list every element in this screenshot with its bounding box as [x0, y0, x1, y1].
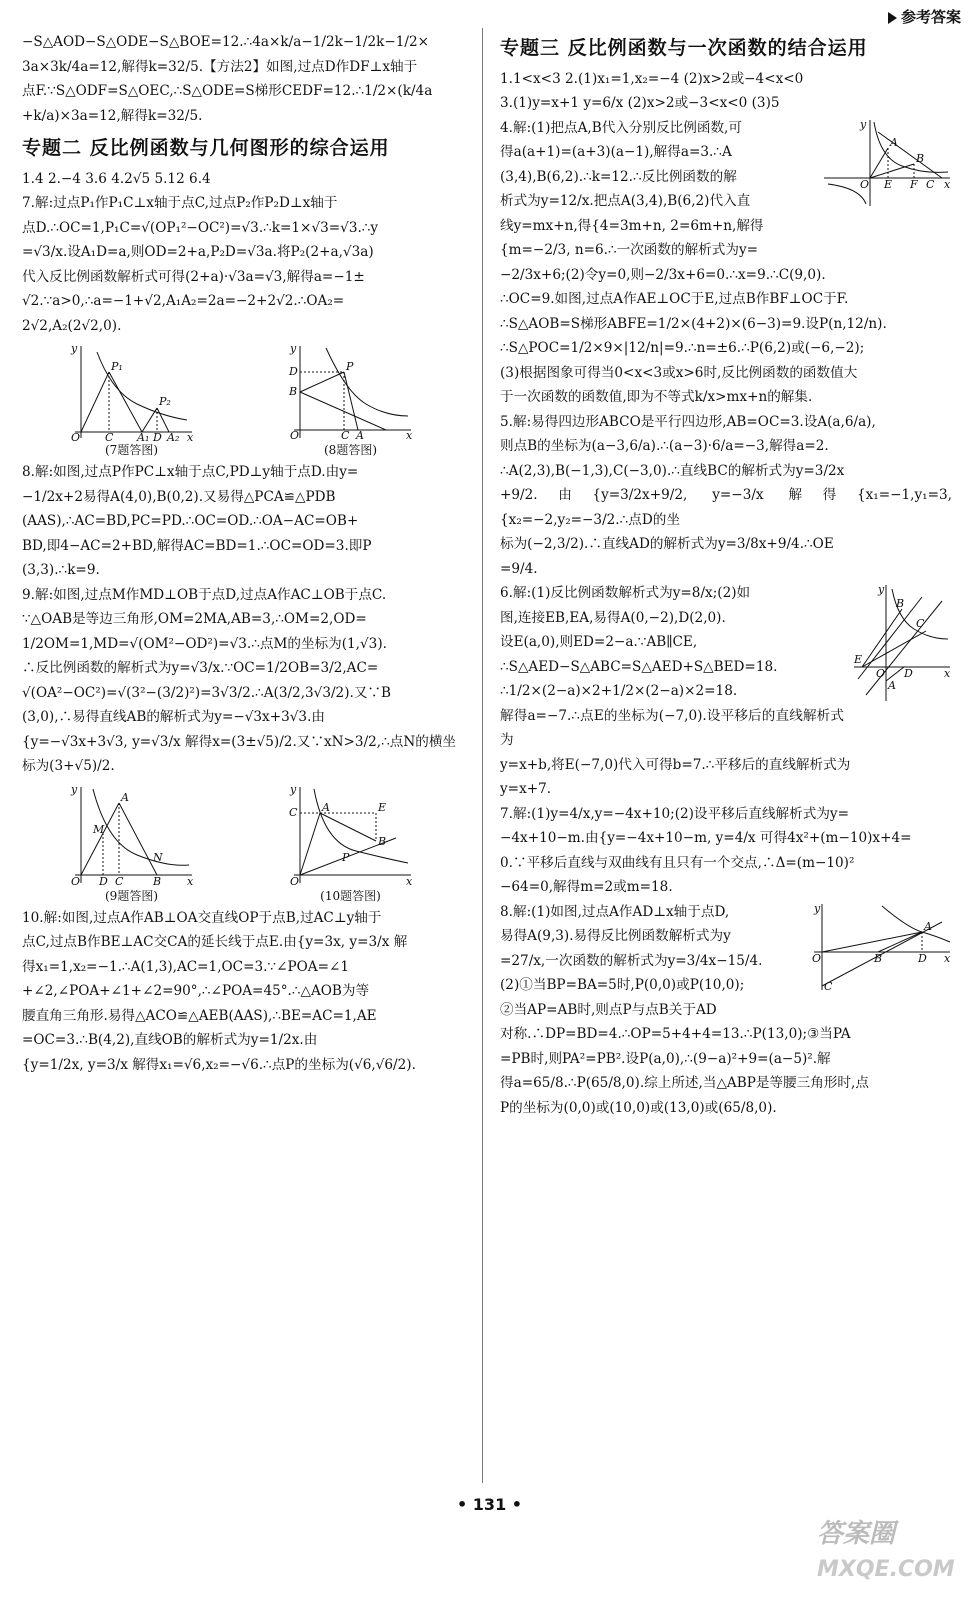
svg-text:D: D: [288, 365, 298, 378]
text-line: 得a=65/8.∴P(65/8,0).综上所述,当△ABP是等腰三角形时,点: [500, 1075, 869, 1091]
figure-row-9-10: [22, 783, 460, 904]
text-line: {y=−√3x+3√3, y=√3/x 解得x=(3±√5)/2.又∵xN>3/2,∴点N的横坐: [22, 733, 457, 750]
text-line: =27/x,一次函数的解析式为y=3/4x−15/4.: [500, 952, 763, 969]
svg-text:A: A: [890, 135, 898, 149]
text-line: (3,4),B(6,2).∴k=12.∴反比例函数的解: [500, 168, 737, 185]
text-line: {y=1/2x, y=3/x 解得x₁=√6,x₂=−√6.∴点P的坐标为(√6,√6/2).: [22, 1056, 416, 1073]
svg-text:y: y: [814, 901, 821, 915]
figure-row-7-8: [22, 342, 460, 458]
svg-text:E: E: [377, 800, 386, 814]
svg-text:y: y: [289, 342, 296, 355]
text-line: 对称.∴DP=BD=4.∴OP=5+4+4=13.∴P(13,0);③当PA: [500, 1026, 851, 1042]
svg-text:C: C: [288, 805, 297, 819]
svg-text:P₂: P₂: [158, 395, 171, 408]
text-line: 则点B的坐标为(a−3,6/a).∴(a−3)·6/a=−3,解得a=2.: [500, 438, 829, 454]
text-line: 标为(−2,3/2).∴直线AD的解析式为y=3/8x+9/4.∴OE: [500, 536, 834, 552]
text-line: {m=−2/3, n=6.∴一次函数的解析式为y=: [500, 242, 759, 258]
figure-9-graph: [67, 783, 197, 888]
header-label: 参考答案: [900, 8, 961, 26]
text-line: ②当AP=AB时,则点P与点B关于AD: [500, 1001, 717, 1018]
svg-text:A: A: [924, 919, 932, 933]
text-line: (3,3).∴k=9.: [22, 562, 100, 578]
text-line: 8.解:如图,过点P作PC⊥x轴于点C,PD⊥y轴于点D.由y=: [22, 464, 359, 480]
figure-9: [67, 783, 197, 904]
svg-text:B: B: [377, 834, 386, 848]
text-line: −1/2x+2易得A(4,0),B(0,2).又易得△PCA≌△PDB: [22, 488, 336, 505]
svg-text:A: A: [120, 790, 129, 804]
text-line: (3,0),∴易得直线AB的解析式为y=−√3x+3√3.由: [22, 709, 325, 725]
text-line: 线y=mx+n,得{4=3m+n, 2=6m+n,解得: [500, 217, 764, 234]
triangle-icon: [888, 12, 897, 24]
svg-text:B: B: [916, 151, 925, 165]
svg-text:x: x: [944, 951, 951, 965]
text-line: 6.解:(1)反比例函数解析式为y=8/x;(2)如: [500, 585, 751, 601]
svg-text:E: E: [884, 177, 893, 191]
svg-text:O: O: [860, 177, 870, 191]
text-line: 3.(1)y=x+1 y=6/x (2)x>2或−3<x<0 (3)5: [500, 95, 780, 111]
section-title-2: 专题二 反比例函数与几何图形的综合运用: [22, 137, 390, 159]
text-line: =√3/x.设A₁D=a,则OD=2+a,P₂D=√3a.将P₂(2+a,√3a): [22, 244, 374, 260]
text-line: 5.解:易得四边形ABCO是平行四边形,AB=OC=3.设A(a,6/a),: [500, 413, 876, 430]
text-line: 10.解:如图,过点A作AB⊥OA交直线OP于点B,过AC⊥y轴于: [22, 909, 382, 926]
text-line: 点D.∴OC=1,P₁C=√(OP₁²−OC²)=√3.∴k=1×√3=√3.∴y: [22, 219, 379, 236]
text-line: (2)①当BP=BA=5时,P(0,0)或P(10,0);: [500, 977, 745, 993]
watermark-logo: [811, 1510, 961, 1590]
text-line: 得a(a+1)=(a+3)(a−1),解得a=3.∴A: [500, 144, 732, 160]
svg-text:N: N: [152, 850, 163, 864]
svg-text:C: C: [824, 979, 833, 992]
text-line: =OC=3.∴B(4,2),直线OB的解析式为y=1/2x.由: [22, 1032, 318, 1048]
right-column: [500, 30, 952, 1120]
svg-text:D: D: [98, 874, 108, 888]
svg-text:D: D: [918, 951, 927, 965]
text-line: −2/3x+6;(2)令y=0,则−2/3x+6=0.∴x=9.∴C(9,0).: [500, 266, 826, 283]
svg-text:C: C: [340, 429, 349, 442]
text-line: 1.1<x<3 2.(1)x₁=1,x₂=−4 (2)x>2或−4<x<0: [500, 70, 804, 87]
text-line: −4x+10−m.由{y=−4x+10−m, y=4/x 可得4x²+(m−10)x+4=: [500, 830, 912, 846]
text-line: −S△AOD−S△ODE−S△BOE=12.∴4a×k/a−1/2k−1/2k−1/2×: [22, 34, 429, 50]
text-line: 1.4 2.−4 3.6 4.2√5 5.12 6.4: [22, 170, 211, 187]
figure-7-graph: [67, 342, 197, 442]
text-line: ∴OC=9.如图,过点A作AE⊥OC于E,过点B作BF⊥OC于F.: [500, 291, 849, 307]
svg-text:B: B: [152, 874, 161, 888]
text-line: P的坐标为(0,0)或(10,0)或(13,0)或(65/8,0).: [500, 1099, 777, 1116]
text-line: y=x+b,将E(−7,0)代入可得b=7.∴平移后的直线解析式为: [500, 756, 851, 773]
svg-text:y: y: [289, 782, 296, 796]
text-line: 腰直角三角形.易得△ACO≌△AEB(AAS),∴BE=AC=1,AE: [22, 1007, 377, 1024]
left-column: [22, 30, 460, 1077]
text-line: 易得A(9,3).易得反比例函数解析式为y: [500, 928, 731, 944]
text-line: 设E(a,0),则ED=2−a.∵AB∥CE,: [500, 634, 698, 650]
figure-7: [67, 342, 197, 458]
svg-text:F: F: [910, 177, 918, 191]
svg-text:x: x: [186, 874, 193, 888]
section-title-3: 专题三 反比例函数与一次函数的结合运用: [500, 37, 868, 59]
text-line: 解得a=−7.∴点E的坐标为(−7,0).设平移后的直线解析式为: [500, 707, 844, 748]
svg-text:M: M: [92, 822, 104, 836]
text-line: 9.解:如图,过点M作MD⊥OB于点D,过点A作AC⊥OB于点C.: [22, 586, 387, 603]
figure-9-caption: (9题答图): [105, 888, 158, 903]
text-line: 析式为y=12/x.把点A(3,4),B(6,2)代入直: [500, 193, 751, 209]
watermark-line2: MXQE.COM: [817, 1557, 955, 1582]
figure-10-caption: (10题答图): [320, 888, 381, 903]
text-line: 8.解:(1)如图,过点A作AD⊥x轴于点D,: [500, 903, 730, 920]
svg-text:C: C: [916, 617, 925, 630]
text-line: =PB时,则PA²=PB².设P(a,0),∴(9−a)²+9=(a−5)².解: [500, 1050, 831, 1067]
svg-text:x: x: [405, 429, 412, 442]
text-line: ∴反比例函数的解析式为y=√3/x.∵OC=1/2OB=3/2,AC=: [22, 660, 379, 676]
text-line: ∴1/2×(2−a)×2+1/2×(2−a)×2=18.: [500, 683, 738, 699]
svg-text:y: y: [860, 117, 867, 131]
page-number: • 131 •: [457, 1495, 522, 1514]
svg-text:x: x: [186, 431, 193, 442]
text-line: 4.解:(1)把点A,B代入分别反比例函数,可: [500, 119, 742, 136]
svg-text:C: C: [926, 177, 935, 191]
text-line: y=x+7.: [500, 781, 552, 797]
svg-text:C: C: [104, 431, 113, 442]
text-line: 0.∵平移后直线与双曲线有且只有一个交点,∴Δ=(m−10)²: [500, 854, 855, 871]
svg-text:A: A: [321, 800, 330, 814]
text-line: ∵△OAB是等边三角形,OM=2MA,AB=3,∴OM=2,OD=: [22, 611, 367, 627]
svg-text:P: P: [345, 360, 353, 373]
svg-text:E: E: [854, 653, 863, 666]
figure-8: [286, 342, 416, 458]
text-line: 于一次函数的函数值,即为不等式k/x>mx+n的解集.: [500, 389, 813, 405]
text-line: 得x₁=1,x₂=−1.∴A(1,3),AC=1,OC=3.∵∠POA=∠1: [22, 958, 350, 975]
figure-10-graph: [286, 783, 416, 888]
svg-text:P₁: P₁: [110, 360, 123, 373]
text-line: ∴S△AOB=S梯形ABFE=1/2×(4+2)×(6−3)=9.设P(n,12/n).: [500, 315, 887, 332]
svg-text:C: C: [114, 874, 123, 888]
text-line: +∠2,∠POA+∠1+∠2=90°,∴∠POA=45°.∴△AOB为等: [22, 983, 370, 999]
svg-text:O: O: [70, 874, 80, 888]
figure-10: [286, 783, 416, 904]
svg-text:x: x: [944, 177, 951, 191]
text-line: BD,即4−AC=2+BD,解得AC=BD=1.∴OC=OD=3.即P: [22, 537, 372, 554]
text-line: −64=0,解得m=2或m=18.: [500, 879, 673, 895]
svg-text:A₂: A₂: [166, 431, 179, 442]
text-line: ∴S△AED−S△ABC=S△AED+S△BED=18.: [500, 658, 778, 675]
svg-text:B: B: [288, 385, 297, 398]
text-line: √2.∵a>0,∴a=−1+√2,A₁A₂=2a=−2+2√2.∴OA₂=: [22, 293, 345, 309]
text-line: 代入反比例函数解析式可得(2+a)·√3a=√3,解得a=−1±: [22, 268, 365, 285]
text-line: +9/2.由{y=3/2x+9/2, y=−3/x 解得{x₁=−1,y₁=3, {x₂=−2,y₂=−3/2.∴点D的坐: [500, 487, 952, 528]
svg-text:O: O: [289, 429, 299, 442]
text-line: 7.解:(1)y=4/x,y=−4x+10;(2)设平移后直线解析式为y=: [500, 805, 849, 822]
text-line: 标为(3+√5)/2.: [22, 758, 115, 774]
text-line: (AAS),∴AC=BD,PC=PD.∴OC=OD.∴OA−AC=OB+: [22, 513, 359, 529]
text-line: (3)根据图象可得当0<x<3或x>6时,反比例函数的函数值大: [500, 364, 858, 381]
figure-8-graph: [286, 342, 416, 442]
svg-text:O: O: [289, 874, 299, 888]
text-line: ∴A(2,3),B(−1,3),C(−3,0).∴直线BC的解析式为y=3/2x: [500, 462, 845, 479]
figure-7-caption: (7题答图): [105, 443, 158, 457]
svg-text:B: B: [896, 597, 905, 610]
text-line: =9/4.: [500, 560, 538, 577]
svg-text:O: O: [70, 431, 80, 442]
text-line: +k/a)×3a=12,解得k=32/5.: [22, 107, 203, 124]
text-line: 2√2,A₂(2√2,0).: [22, 317, 122, 334]
svg-text:y: y: [70, 342, 77, 355]
svg-text:A: A: [355, 429, 364, 442]
svg-text:D: D: [904, 667, 913, 680]
text-line: √(OA²−OC²)=√(3²−(3/2)²)=3√3/2.∴A(3/2,3√3/2).又∵B: [22, 684, 392, 701]
column-divider: [482, 28, 483, 1483]
svg-text:O: O: [812, 951, 822, 965]
text-line: 图,连接EB,EA,易得A(0,−2),D(2,0).: [500, 609, 726, 626]
svg-text:x: x: [405, 874, 412, 888]
svg-text:A: A: [888, 679, 896, 692]
figure-8-caption: (8题答图): [324, 443, 377, 457]
svg-text:y: y: [878, 583, 885, 596]
svg-text:A₁: A₁: [136, 431, 149, 442]
text-line: ∴S△POC=1/2×9×|12/n|=9.∴n=±6.∴P(6,2)或(−6,−2);: [500, 340, 865, 356]
page-header: [888, 6, 961, 27]
text-line: 3a×3k/4a=12,解得k=32/5.【方法2】如图,过点D作DF⊥x轴于: [22, 58, 418, 75]
text-line: 1/2OM=1,MD=√(OM²−OD²)=√3.∴点M的坐标为(1,√3).: [22, 635, 387, 652]
figure-4-graph: [822, 118, 952, 208]
svg-text:B: B: [874, 951, 883, 965]
svg-text:P: P: [341, 850, 349, 864]
watermark-line1: 答案圈: [817, 1519, 896, 1549]
text-line: 点C,过点B作BE⊥AC交CA的延长线于点E.由{y=3x, y=3/x 解: [22, 934, 408, 950]
svg-text:D: D: [152, 431, 162, 442]
svg-text:y: y: [70, 782, 77, 796]
figure-6-graph: [852, 583, 952, 703]
svg-text:O: O: [876, 667, 886, 680]
figure-8r-graph: [812, 902, 952, 992]
text-line: 点F.∵S△ODF=S△OEC,∴S△ODE=S梯形CEDF=12.∴1/2×(k/4a: [22, 83, 433, 99]
svg-text:x: x: [944, 667, 951, 680]
text-line: 7.解:过点P₁作P₁C⊥x轴于点C,过点P₂作P₂D⊥x轴于: [22, 195, 338, 211]
